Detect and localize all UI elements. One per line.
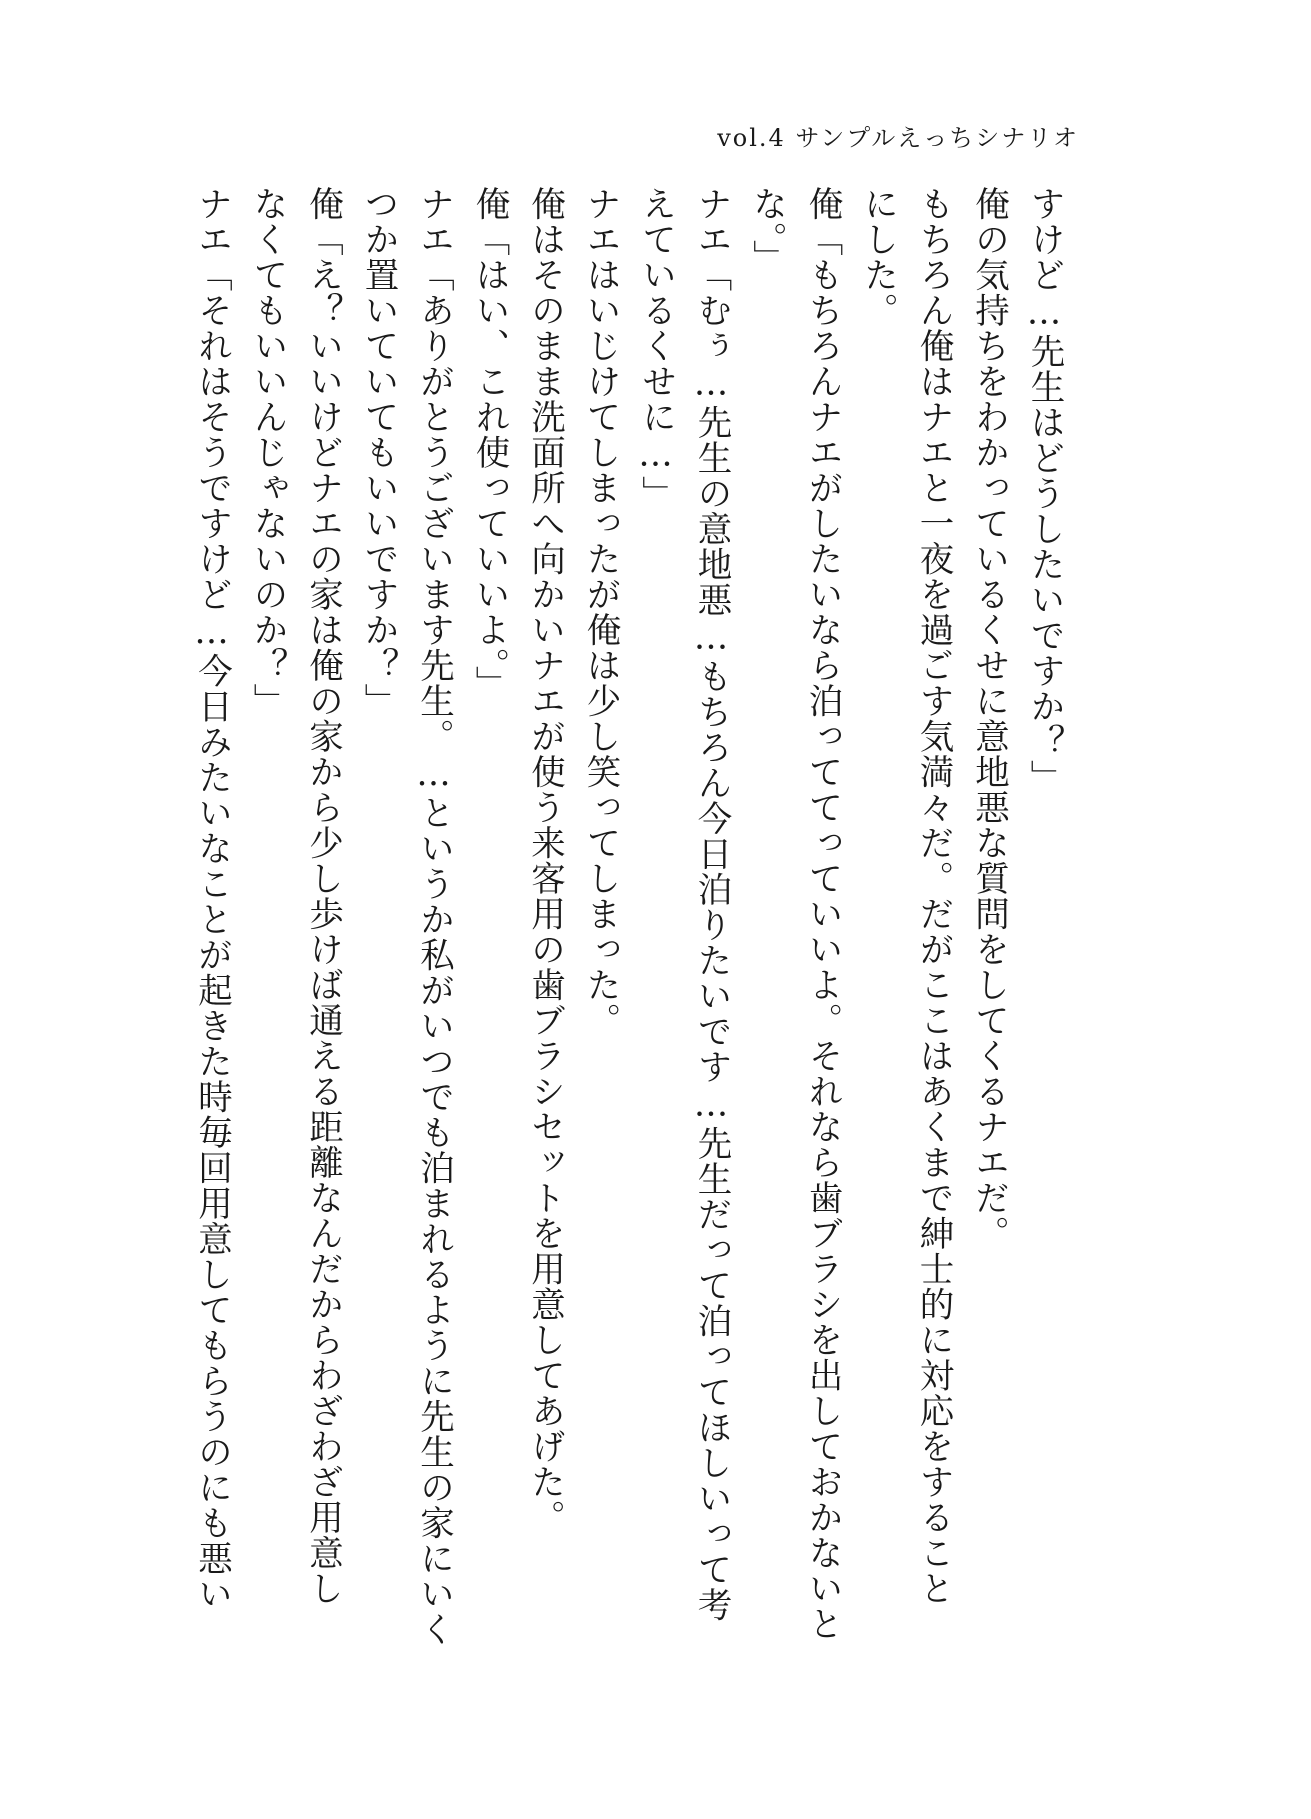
text-line: すけど…先生はどうしたいですか？」 <box>1024 186 1064 795</box>
text-line: 俺の気持ちをわかっているくせに意地悪な質問をしてくるナエだ。 <box>968 186 1009 1251</box>
vertical-body-text <box>183 186 1071 1646</box>
text-line: ナエ「それはそうですけど…今日みたいなことが起きた時毎回用意してもらうのにも悪い <box>191 186 232 1612</box>
text-line: にした。 <box>857 186 898 328</box>
text-line: 俺はそのまま洗面所へ向かいナエが使う来客用の歯ブラシセットを用意してあげた。 <box>524 186 565 1535</box>
running-header: vol.4 サンプルえっちシナリオ <box>717 124 1079 152</box>
text-line: もちろん俺はナエと一夜を過ごす気満々だ。だがここはあくまで紳士的に対応をすること <box>913 186 953 1606</box>
text-line: ナエ「ありがとうございます先生。…というか私がいつでも泊まれるように先生の家にいく <box>413 186 454 1647</box>
text-line: ナエ「むぅ…先生の意地悪…もちろん今日泊りたいです…先生だって泊ってほしいって考 <box>691 186 731 1623</box>
text-line: な。」 <box>746 186 787 276</box>
text-line: 俺「はい、これ使っていいよ。」 <box>469 186 509 702</box>
text-line: 俺「もちろんナエがしたいなら泊っててっていいよ。それなら歯ブラシを出しておかないと <box>802 186 842 1642</box>
text-line: ナエはいじけてしまったが俺は少し笑ってしまった。 <box>580 186 620 1038</box>
text-line: なくてもいいんじゃないのか？」 <box>247 186 287 719</box>
text-line: 俺「え？いいけどナエの家は俺の家から少し歩けば通える距離なんだからわざわざ用意し <box>302 186 343 1606</box>
text-line: つか置いていてもいいですか？」 <box>358 186 398 719</box>
text-line: えているくせに…」 <box>635 186 676 511</box>
